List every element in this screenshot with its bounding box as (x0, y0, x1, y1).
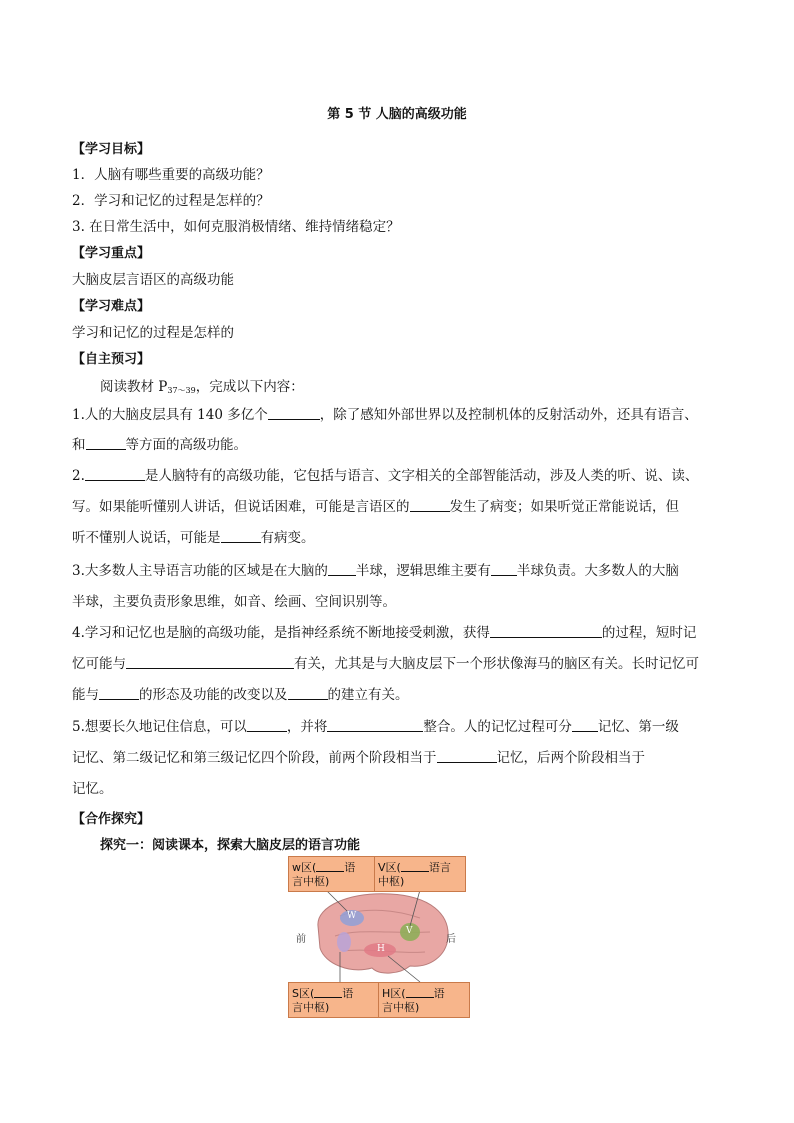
box-text: S区( (292, 987, 315, 1000)
q1-text: 1.人的大脑皮层具有 140 多亿个 (72, 407, 268, 423)
answer-blank[interactable] (490, 625, 602, 638)
q4-text: 的形态及功能的改变以及 (139, 687, 288, 703)
answer-blank[interactable] (437, 750, 497, 763)
goals-heading: 【学习目标】 (72, 142, 151, 157)
answer-blank[interactable] (316, 859, 344, 872)
answer-blank[interactable] (401, 859, 429, 872)
box-text: w区( (292, 861, 317, 874)
answer-blank[interactable] (410, 499, 450, 512)
preview-intro (100, 375, 760, 396)
q4-text: 的建立有关。 (327, 687, 409, 703)
q3-line-1 (72, 559, 732, 579)
q5-text: 记忆、第二级记忆和第三级记忆四个阶段，前两个阶段相当于 (72, 750, 437, 766)
q4-line-2 (72, 652, 732, 672)
h-zone-mark: H (377, 944, 385, 954)
page-range: 37～39 (167, 386, 196, 395)
box-text: H区( (382, 987, 406, 1000)
q1-line-2 (72, 433, 732, 453)
q5-line-2 (72, 746, 732, 766)
box-text: 语 (342, 987, 354, 1000)
brain-shape (318, 894, 448, 973)
q4-text: 的过程，短时记 (601, 625, 697, 641)
answer-blank[interactable] (288, 687, 328, 700)
key-heading: 【学习重点】 (72, 246, 151, 261)
q1-text: 等方面的高级功能。 (125, 437, 247, 453)
answer-blank[interactable] (406, 985, 434, 998)
box-text: 语 (344, 861, 356, 874)
q4-line-3 (72, 683, 732, 703)
box-text: 语 (433, 987, 445, 1000)
q5-text: 整合。人的记忆过程可分 (423, 719, 572, 735)
preview-intro-a: 阅读教材 P (100, 379, 168, 395)
answer-blank[interactable] (85, 468, 145, 481)
answer-blank[interactable] (126, 656, 294, 669)
back-label: 后 (446, 934, 456, 945)
front-label: 前 (296, 934, 306, 945)
answer-blank[interactable] (86, 437, 126, 450)
v-zone-label-box (374, 856, 466, 892)
q4-text: 4.学习和记忆也是脑的高级功能，是指神经系统不断地接受刺激，获得 (72, 625, 490, 641)
w-zone-mark: W (347, 911, 357, 921)
answer-blank[interactable] (99, 687, 139, 700)
page-title: 第 5 节 人脑的高级功能 (327, 107, 467, 122)
q5-text: 记忆，后两个阶段相当于 (496, 750, 645, 766)
q1-line-1 (72, 403, 732, 423)
q3-text: 半球负责。大多数人的大脑 (516, 563, 679, 579)
answer-blank[interactable] (491, 563, 517, 576)
q2-line-1 (72, 464, 732, 484)
w-zone-label-box (288, 856, 380, 892)
box-text: 言中枢) (292, 875, 330, 888)
q2-text: 2. (72, 468, 85, 484)
s-zone (337, 932, 351, 952)
answer-blank[interactable] (268, 407, 320, 420)
goal-2: 2．学习和记忆的过程是怎样的？ (72, 193, 270, 209)
answer-blank[interactable] (221, 530, 261, 543)
q4-text: 能与 (72, 687, 99, 703)
q3-text: 3.大多数人主导语言功能的区域是在大脑的 (72, 563, 328, 579)
q5-text: ，并将 (286, 719, 328, 735)
h-zone-label-box (378, 982, 470, 1018)
cooperation-heading: 【合作探究】 (72, 812, 151, 827)
preview-intro-b: ，完成以下内容： (195, 379, 304, 395)
q2-text: 写。如果能听懂别人讲话，但说话困难，可能是言语区的 (72, 499, 410, 515)
box-text: 言中枢) (382, 1001, 420, 1014)
q5-text: 记忆、第一级 (597, 719, 679, 735)
goal-1: 1．人脑有哪些重要的高级功能？ (72, 167, 270, 183)
q1-text: ，除了感知外部世界以及控制机体的反射活动外，还具有语言、 (319, 407, 698, 423)
box-text: V区( (378, 861, 401, 874)
preview-heading: 【自主预习】 (72, 352, 151, 367)
q4-line-1 (72, 621, 732, 641)
answer-blank[interactable] (247, 719, 287, 732)
brain-diagram (280, 856, 480, 1018)
q2-text: 听不懂别人说话，可能是 (72, 530, 221, 546)
q5-text: 5.想要长久地记住信息，可以 (72, 719, 247, 735)
q5-line-3: 记忆。 (72, 781, 113, 797)
q1-text: 和 (72, 437, 86, 453)
q2-line-3 (72, 526, 732, 546)
q2-line-2 (72, 495, 732, 515)
answer-blank[interactable] (328, 563, 356, 576)
q4-text: 忆可能与 (72, 656, 126, 672)
q5-line-1 (72, 715, 732, 735)
difficulty-heading: 【学习难点】 (72, 299, 151, 314)
q2-text: 发生了病变；如果听觉正常能说话，但 (449, 499, 679, 515)
box-text: 中枢) (378, 875, 405, 888)
v-zone-mark: V (406, 926, 413, 936)
goal-3: 3. 在日常生活中，如何克服消极情绪、维持情绪稳定？ (72, 219, 400, 235)
q2-text: 是人脑特有的高级功能，它包括与语言、文字相关的全部智能活动，涉及人类的听、说、读、 (144, 468, 699, 484)
difficulty-text: 学习和记忆的过程是怎样的 (72, 325, 234, 341)
answer-blank[interactable] (327, 719, 423, 732)
box-text: 言中枢) (292, 1001, 330, 1014)
q3-line-2: 半球，主要负责形象思维，如音、绘画、空间识别等。 (72, 594, 396, 610)
answer-blank[interactable] (572, 719, 598, 732)
explore-1-heading: 探究一：阅读课本，探索大脑皮层的语言功能 (100, 838, 361, 853)
q2-text: 有病变。 (260, 530, 315, 546)
q3-text: 半球，逻辑思维主要有 (355, 563, 491, 579)
key-text: 大脑皮层言语区的高级功能 (72, 272, 234, 288)
answer-blank[interactable] (314, 985, 342, 998)
box-text: 语言 (428, 861, 451, 874)
s-zone-label-box (288, 982, 380, 1018)
q4-text: 有关，尤其是与大脑皮层下一个形状像海马的脑区有关。长时记忆可 (294, 656, 699, 672)
